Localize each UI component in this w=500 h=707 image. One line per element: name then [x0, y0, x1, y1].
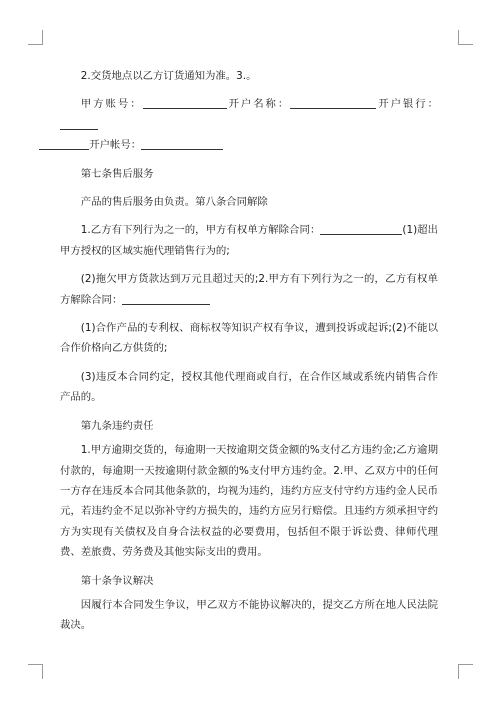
- contract-document: [60, 66, 438, 636]
- account-info: [60, 94, 438, 155]
- delivery-text: 2.交货地点以乙方订货通知为准。3.。: [80, 70, 257, 82]
- article-8-clause-2: [60, 269, 438, 310]
- article-9-text: [60, 440, 438, 562]
- article-10-body: 因履行本合同发生争议，甲乙双方不能协议解决的，提交乙方所在地人民法院裁决。: [60, 598, 438, 632]
- account-number-label: 开户帐号：: [89, 139, 142, 152]
- account-name-blank[interactable]: [290, 96, 376, 109]
- page-corner-mark: [28, 30, 43, 45]
- article-8-clause-4-text: (3)违反本合同约定，授权其他代理商或自行，在合作区域或系统内销售合作产品的。: [60, 370, 438, 404]
- article-9-body: 1.甲方逾期交货的，每逾期一天按逾期交货金额的%支付乙方违约金;乙方逾期付款的，每逾期一天按逾期付款金额的%支付甲方违约金。2.甲、乙双方中的任何一方存在违反本合同其他条款的，均视为违约，违约方应支付守约方违约金人民币元，若违约金不足以弥补守约方损失的，违约方应另行赔偿。且违约方须承担守约方为实现有关债权及自身合法权益的必要费用，包括但不限于诉讼费、律师代理费、差旅费、劳务费及其他实际支出的费用。: [60, 444, 438, 559]
- article-8-clause-4: [60, 367, 438, 408]
- page-corner-mark: [458, 30, 473, 45]
- article-7-text: [60, 192, 438, 212]
- termination-blank-b[interactable]: [122, 292, 210, 305]
- article-8-clause-1-text: 1.乙方有下列行为之一的，甲方有权单方解除合同：: [80, 224, 321, 237]
- page-corner-mark: [458, 664, 473, 679]
- account-number-blank[interactable]: [141, 137, 223, 150]
- delivery-clause: [60, 66, 438, 86]
- article-8-clause-1: [60, 220, 438, 261]
- article-8-clause-3-text: (1)合作产品的专利权、商标权等知识产权有争议，遭到投诉或起诉;(2)不能以合作价格向乙方供货的;: [60, 322, 438, 355]
- party-a-account-label: 甲方账号：: [80, 98, 143, 111]
- article-7-title: [60, 164, 438, 184]
- article-9-title: [60, 416, 438, 436]
- account-name-label: 开户名称：: [226, 98, 291, 111]
- article-10-title: [60, 571, 438, 591]
- party-a-account-blank[interactable]: [143, 96, 227, 109]
- article-10-text: [60, 595, 438, 636]
- page-corner-mark: [28, 664, 43, 679]
- article-10-title-text: 第十条争议解决: [80, 574, 154, 587]
- bank-name-blank-cont[interactable]: [39, 137, 89, 150]
- article-8-clause-3: [60, 318, 438, 359]
- bank-name-blank[interactable]: [60, 117, 98, 130]
- article-7-body: 产品的售后服务由负责。第八条合同解除: [80, 196, 268, 209]
- article-8-clause-2-text: (2)拖欠甲方货款达到万元且超过天的;2.甲方有下列行为之一的，乙方有权单方解除合同：: [60, 273, 438, 306]
- termination-blank[interactable]: [320, 222, 402, 235]
- article-7-title-text: 第七条售后服务: [80, 167, 154, 180]
- bank-name-label: 开户银行：: [376, 98, 439, 111]
- article-9-title-text: 第九条违约责任: [80, 419, 154, 432]
- article-8-clause-1-cont: (1)超出甲方授权的区域实施代理销售行为的;: [60, 224, 439, 257]
